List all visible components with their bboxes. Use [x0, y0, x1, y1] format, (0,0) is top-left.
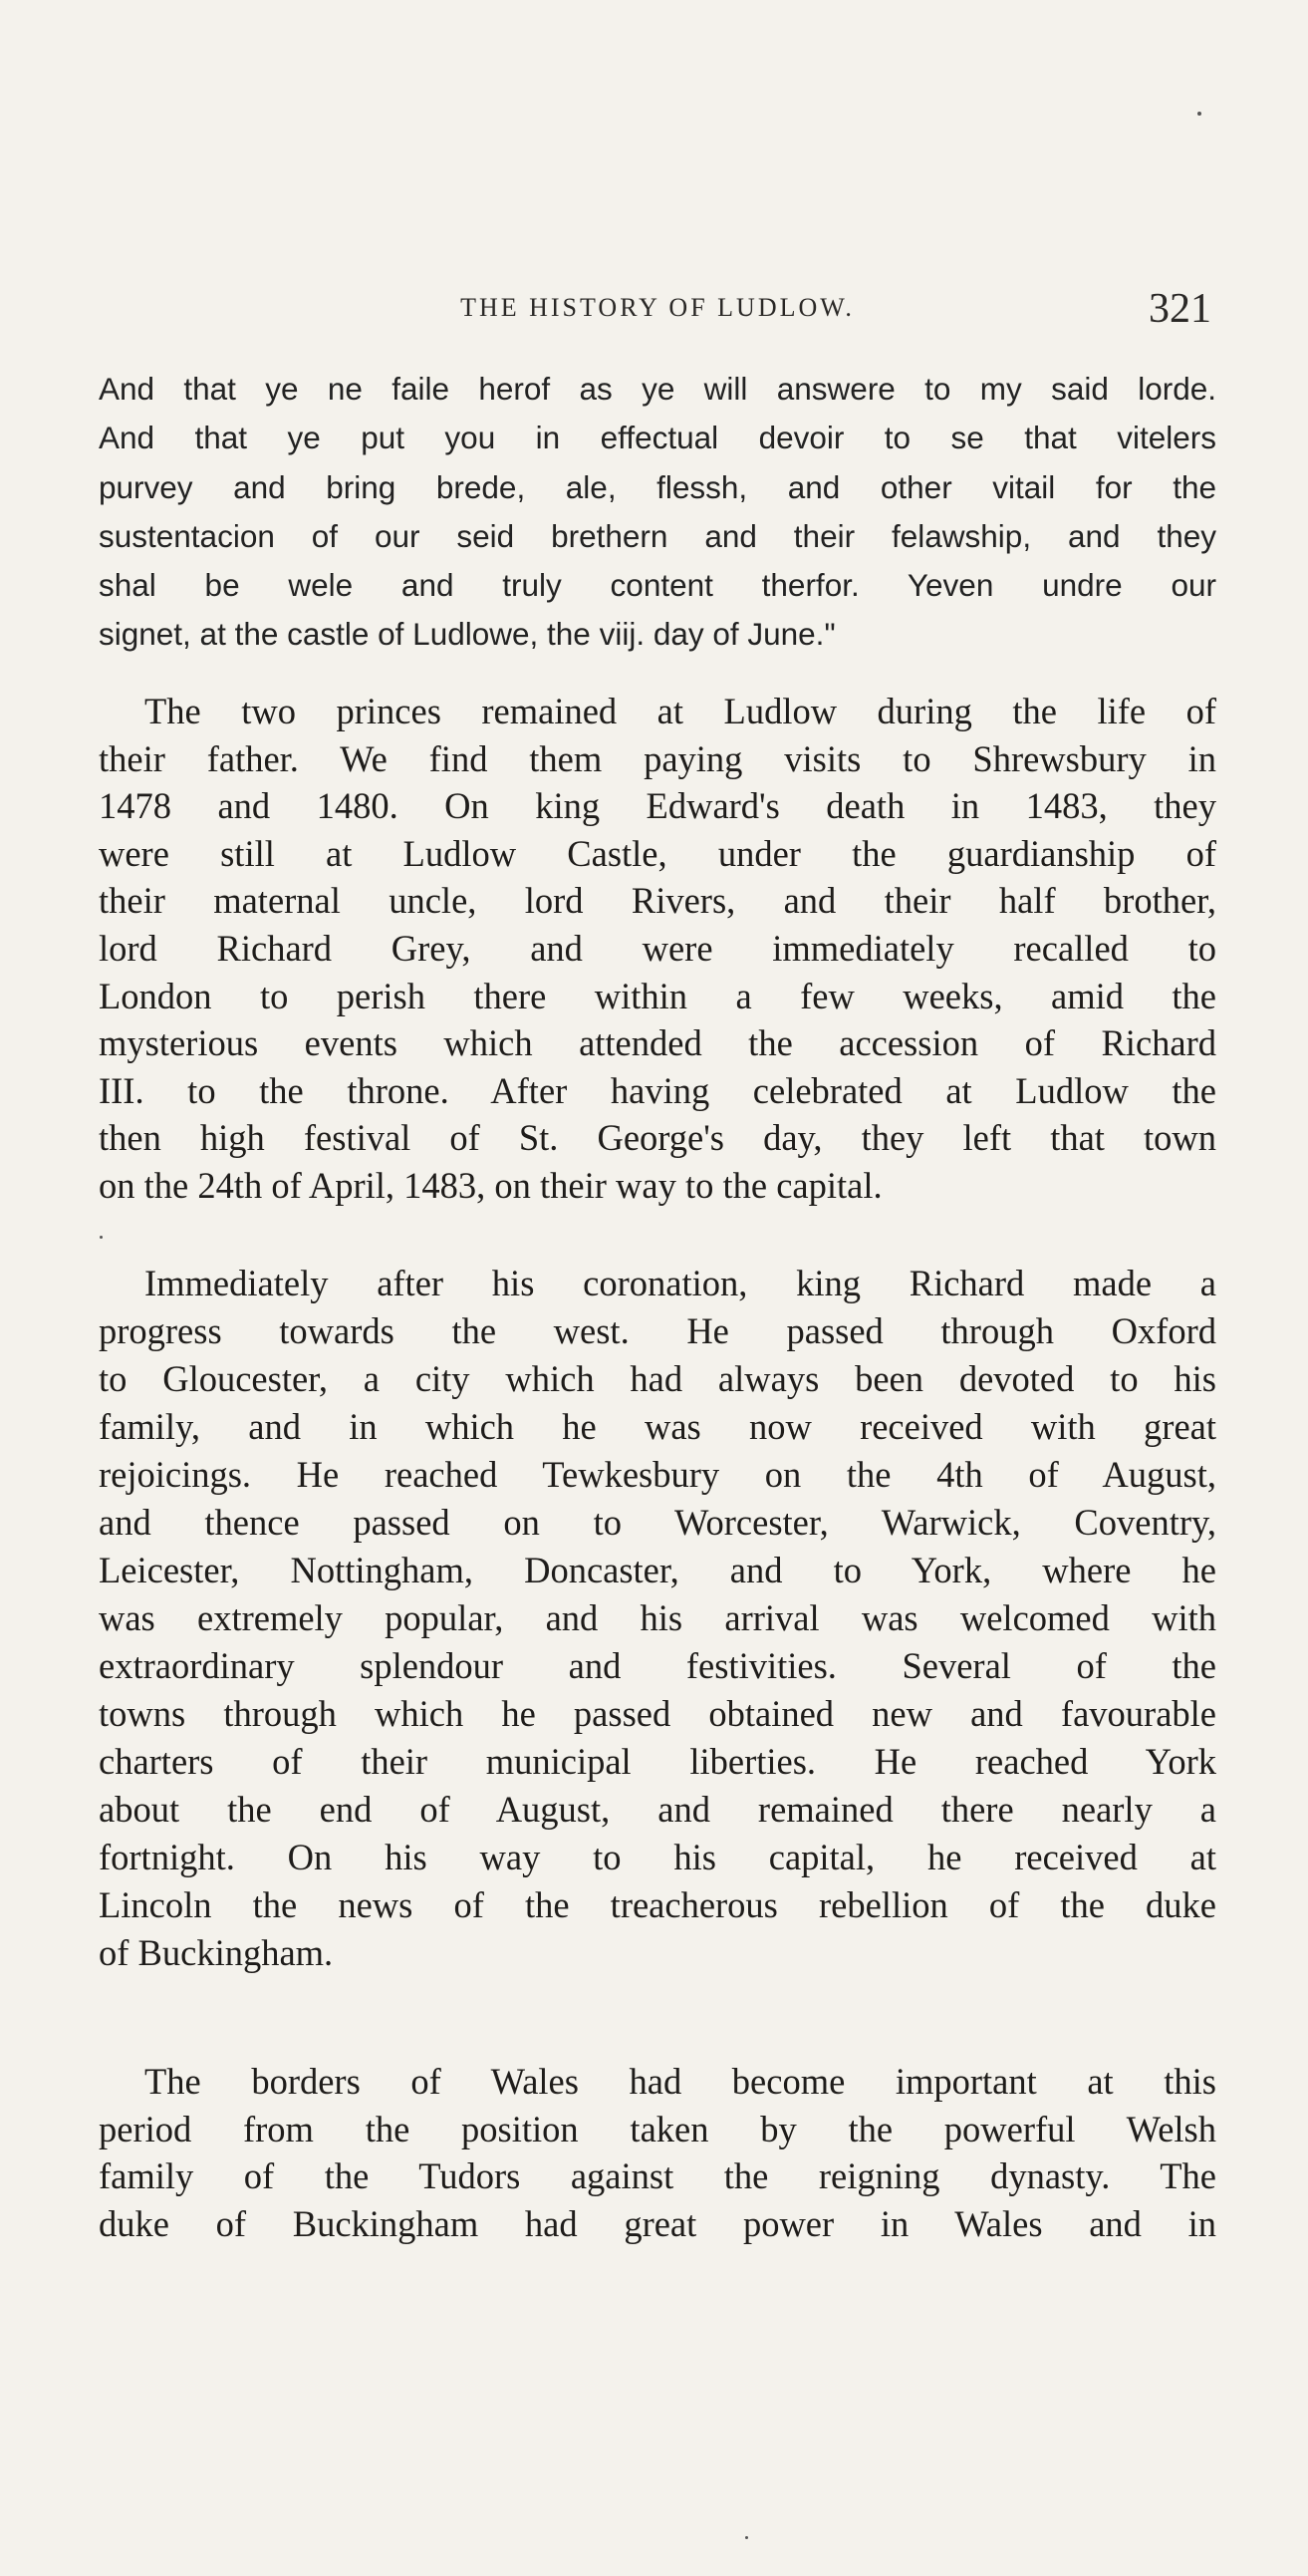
text-line: towns through which he passed obtained new and favourable — [99, 1693, 1216, 1734]
text-line: rejoicings. He reached Tewkesbury on the 4th of August, — [99, 1454, 1216, 1495]
text-line: Immediately after his coronation, king Richard made a — [144, 1263, 1216, 1303]
text-line: family of the Tudors against the reigning dynasty. The — [99, 2155, 1216, 2196]
text-line: then high festival of St. George's day, they left that town — [99, 1117, 1216, 1159]
text-line: purvey and bring brede, ale, flessh, and other vitail for the — [99, 468, 1216, 505]
text-line: lord Richard Grey, and were immediately recalled to — [99, 927, 1216, 969]
text-line: 1478 and 1480. On king Edward's death in 1483, they — [99, 785, 1216, 827]
text-line: to Gloucester, a city which had always been devoted to his — [99, 1358, 1216, 1399]
text-line: progress towards the west. He passed through Oxford — [99, 1310, 1216, 1351]
text-line: on the 24th of April, 1483, on their way to the capital. — [99, 1164, 883, 1206]
letter-closing — [99, 365, 1216, 660]
text-line: was extremely popular, and his arrival was welcomed with — [99, 1597, 1216, 1638]
text-line: shal be wele and truly content therfor. Yeven undre our — [99, 567, 1216, 604]
text-line: And that ye ne faile herof as ye will answere to my said lorde. — [99, 371, 1216, 407]
text-line: their father. We find them paying visits to Shrewsbury in — [99, 737, 1216, 779]
text-line: sustentacion of our seid brethern and their felawship, and they — [99, 517, 1216, 554]
text-line: mysterious events which attended the accession of Richard — [99, 1022, 1216, 1064]
text-line: were still at Ludlow Castle, under the guardianship of — [99, 832, 1216, 874]
paragraph-coronation-progress — [99, 1260, 1216, 1977]
text-line: The borders of Wales had become important at this — [144, 2061, 1216, 2102]
text-line: family, and in which he was now received with great — [99, 1406, 1216, 1447]
text-line: fortnight. On his way to his capital, he received at — [99, 1837, 1216, 1877]
text-line: Leicester, Nottingham, Doncaster, and to York, where he — [99, 1550, 1216, 1590]
text-line: charters of their municipal liberties. He reached York — [99, 1741, 1216, 1782]
paragraph-princes — [99, 688, 1216, 1210]
text-line: Lincoln the news of the treacherous rebellion of the duke — [99, 1884, 1216, 1925]
text-line: extraordinary splendour and festivities. Several of the — [99, 1645, 1216, 1686]
running-head — [100, 286, 1215, 339]
text-line: and thence passed on to Worcester, Warwick, Coventry, — [99, 1502, 1216, 1543]
text-line: their maternal uncle, lord Rivers, and their half brother, — [99, 880, 1216, 922]
text-line: III. to the throne. After having celebrated at Ludlow the — [99, 1069, 1216, 1111]
paragraph-borders-of-wales — [99, 2058, 1216, 2247]
paper-speck — [745, 2536, 748, 2539]
page-number: 321 — [1149, 286, 1211, 332]
paper-speck — [100, 1236, 103, 1239]
text-line: And that ye put you in effectual devoir to se that vitelers — [99, 420, 1216, 456]
running-title: THE HISTORY OF LUDLOW. — [460, 293, 855, 322]
text-line: duke of Buckingham had great power in Wales and in — [99, 2202, 1216, 2244]
text-line: about the end of August, and remained there nearly a — [99, 1789, 1216, 1830]
text-line: The two princes remained at Ludlow during the life of — [144, 691, 1216, 731]
paper-speck — [1197, 112, 1201, 116]
text-line: period from the position taken by the powerful Welsh — [99, 2108, 1216, 2149]
text-line: London to perish there within a few weeks, amid the — [99, 975, 1216, 1016]
text-line: signet, at the castle of Ludlowe, the viij. day of June." — [99, 616, 836, 653]
text-line: of Buckingham. — [99, 1932, 334, 1973]
